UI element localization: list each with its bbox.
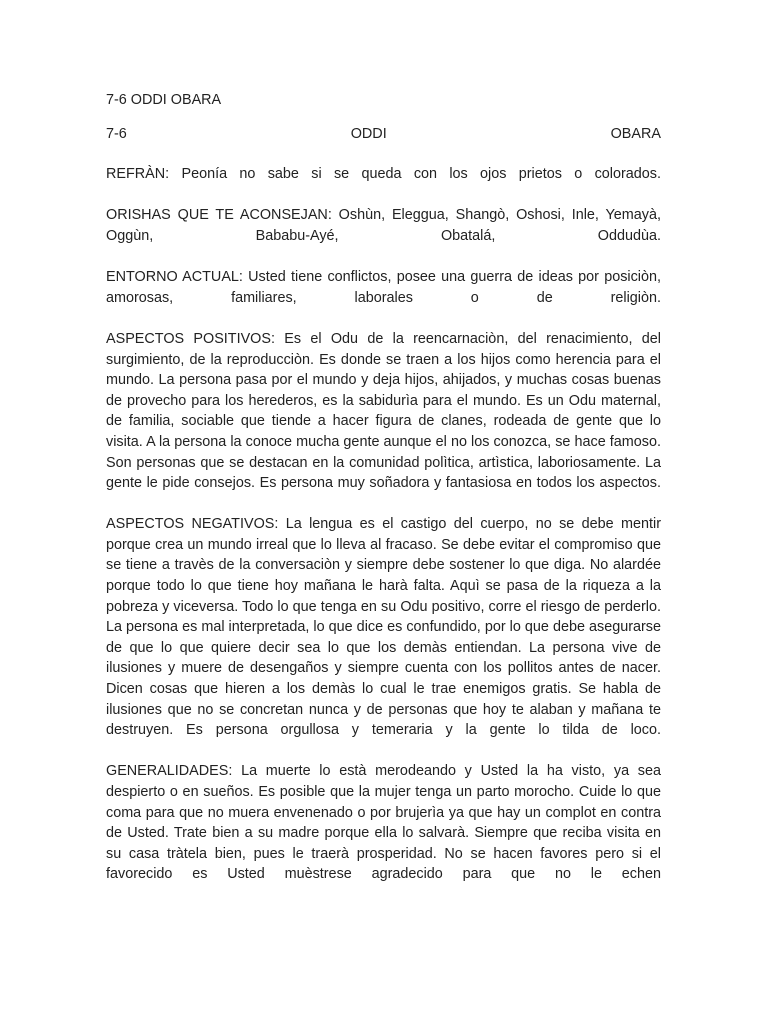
positivos-paragraph: ASPECTOS POSITIVOS: Es el Odu de la reencarnaciòn, del renacimiento, del surgimiento, de la reproducciòn. Es donde se traen a los hijos como herencia para el mundo. La persona pasa por el mundo y deja hijos, ahijados, y muchas cosas buenas de provecho para los herederos, es la sabidurìa para el mundo. Es un Odu maternal, de familia, sociable que tiende a hacer figura de clanes, rodeada de gente que lo visita. A la persona la conoce mucha gente aunque el no los conozca, se hace famoso. Son personas que se destacan en la comunidad polìtica, artìstica, laboriosamente. La gente le pide consejos. Es persona muy soñadora y fantasiosa en todos los aspectos. [106,330,661,492]
negativos-paragraph: ASPECTOS NEGATIVOS: La lengua es el castigo del cuerpo, no se debe mentir porque crea un mundo irreal que lo lleva al fracaso. Se debe evitar el compromiso que se tiene a travès de la conversaciòn y siempre debe sostener lo que diga. No alardée porque todo lo que tiene hoy mañana le harà falta. Aquì se pasa de la riqueza a la pobreza y viceversa. Todo lo que tenga en su Odu positivo, corre el riesgo de perderlo. La persona es mal interpretada, lo que dice es confundido, por lo que debe asegurarse de que lo que quiere decir sea lo que los demàs entiendan. La persona vive de ilusiones y muere de desengaños y siempre cuenta con los pollitos antes de nacer. Dicen cosas que hieren a los demàs lo cual le trae enemigos gratis. Se habla de ilusiones que no se concretan nunca y de personas que hoy te alaban y mañana te destruyen. Es persona orgullosa y temeraria y la gente lo tilda de loco. [106,516,661,739]
odu-first-name: ODDI [350,125,387,142]
entorno-paragraph: ENTORNO ACTUAL: Usted tiene conflictos, posee una guerra de ideas por posiciòn, amorosas, familiares, laborales o de religiòn. [106,269,661,306]
refran-paragraph: REFRÀN: Peonía no sabe si se queda con los ojos prietos o colorados. [106,166,661,183]
heading-row [106,124,661,145]
orishas-paragraph: ORISHAS QUE TE ACONSEJAN: Oshùn, Eleggua, Shangò, Oshosi, Inle, Yemayà, Oggùn, Bababu-Ayé, Obatalá, Oddudùa. [106,207,661,244]
document-page [106,90,661,906]
odu-number: 7-6 [106,125,127,142]
generalidades-paragraph: GENERALIDADES: La muerte lo està merodeando y Usted la ha visto, ya sea despierto o en sueños. Es posible que la mujer tenga un parto morocho. Cuide lo que coma para que no muera envenenado o por brujerìa ya que hay un complot en contra de Usted. Trate bien a su madre porque ella lo salvarà. Siempre que reciba visita en su casa tràtela bien, pues le traerà prosperidad. No se hacen favores pero si el favorecido es Usted muèstrese agradecido para que no le echen [106,763,661,883]
document-heading: 7-6 ODDI OBARA [106,92,222,108]
odu-second-name: OBARA [610,125,661,142]
